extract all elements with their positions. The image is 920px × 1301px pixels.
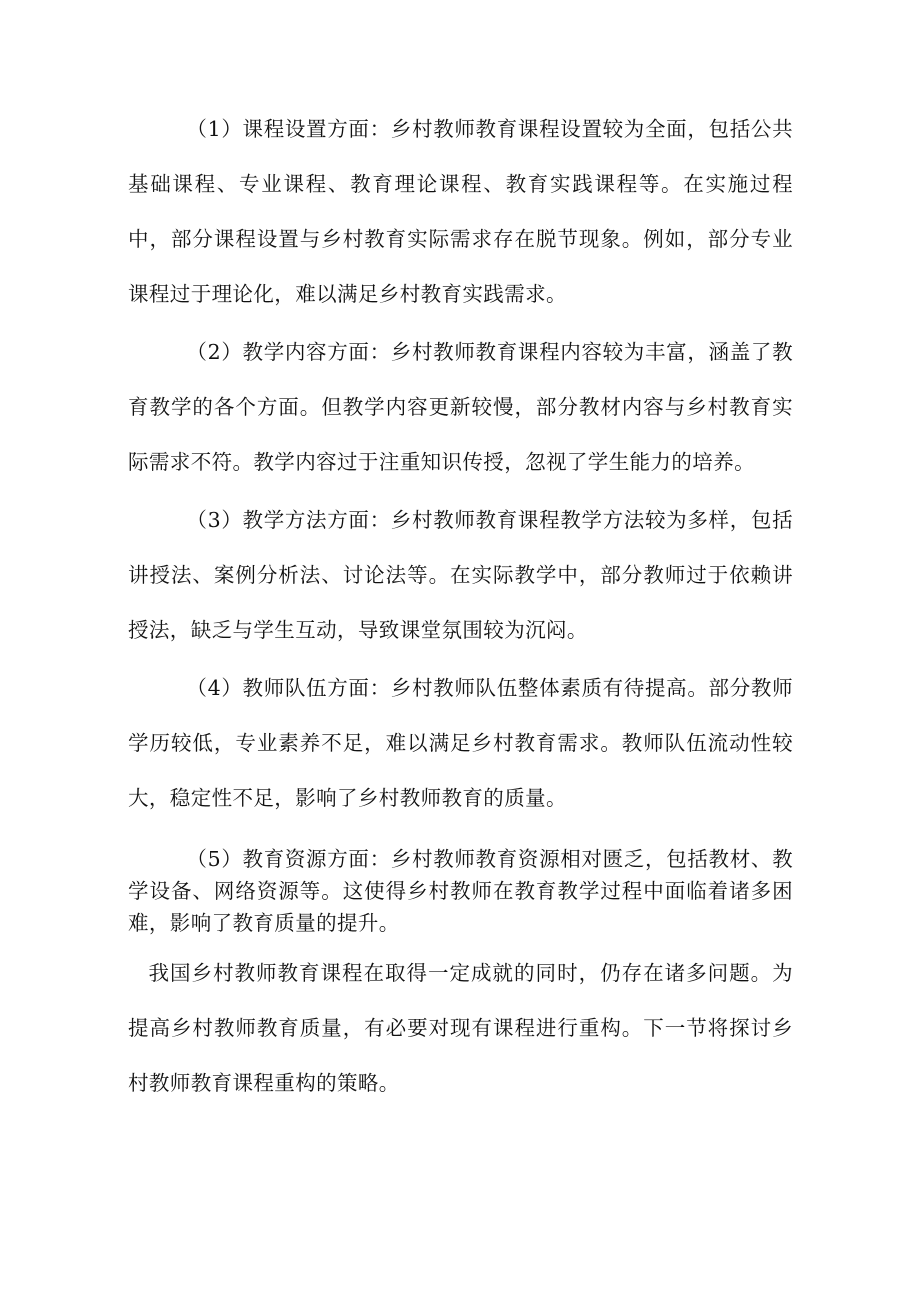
paragraph-teaching-methods: （3）教学方法方面：乡村教师教育课程教学方法较为多样，包括讲授法、案例分析法、讨论法等。在实际教学中，部分教师过于依赖讲授法，缺乏与学生互动，导致课堂氛围较为沉闷。 [128, 508, 793, 642]
paragraph-curriculum-setting: （1）课程设置方面：乡村教师教育课程设置较为全面，包括公共基础课程、专业课程、教育理论课程、教育实践课程等。在实施过程中，部分课程设置与乡村教育实际需求存在脱节现象。例如，部分专业课程过于理论化，难以满足乡村教育实践需求。 [128, 117, 793, 306]
paragraph-educational-resources: （5）教育资源方面：乡村教师教育资源相对匮乏，包括教材、教学设备、网络资源等。这使得乡村教师在教育教学过程中面临着诸多困难，影响了教育质量的提升。 [128, 847, 793, 935]
paragraph-teacher-team: （4）教师队伍方面：乡村教师队伍整体素质有待提高。部分教师学历较低，专业素养不足，难以满足乡村教育需求。教师队伍流动性较大，稳定性不足，影响了乡村教师教育的质量。 [128, 676, 793, 810]
paragraph-teaching-content: （2）教学内容方面：乡村教师教育课程内容较为丰富，涵盖了教育教学的各个方面。但教学内容更新较慢，部分教材内容与乡村教育实际需求不符。教学内容过于注重知识传授，忽视了学生能力的培养。 [128, 340, 793, 474]
paragraph-conclusion: 我国乡村教师教育课程在取得一定成就的同时，仍存在诸多问题。为提高乡村教师教育质量，有必要对现有课程进行重构。下一节将探讨乡村教师教育课程重构的策略。 [128, 961, 793, 1095]
